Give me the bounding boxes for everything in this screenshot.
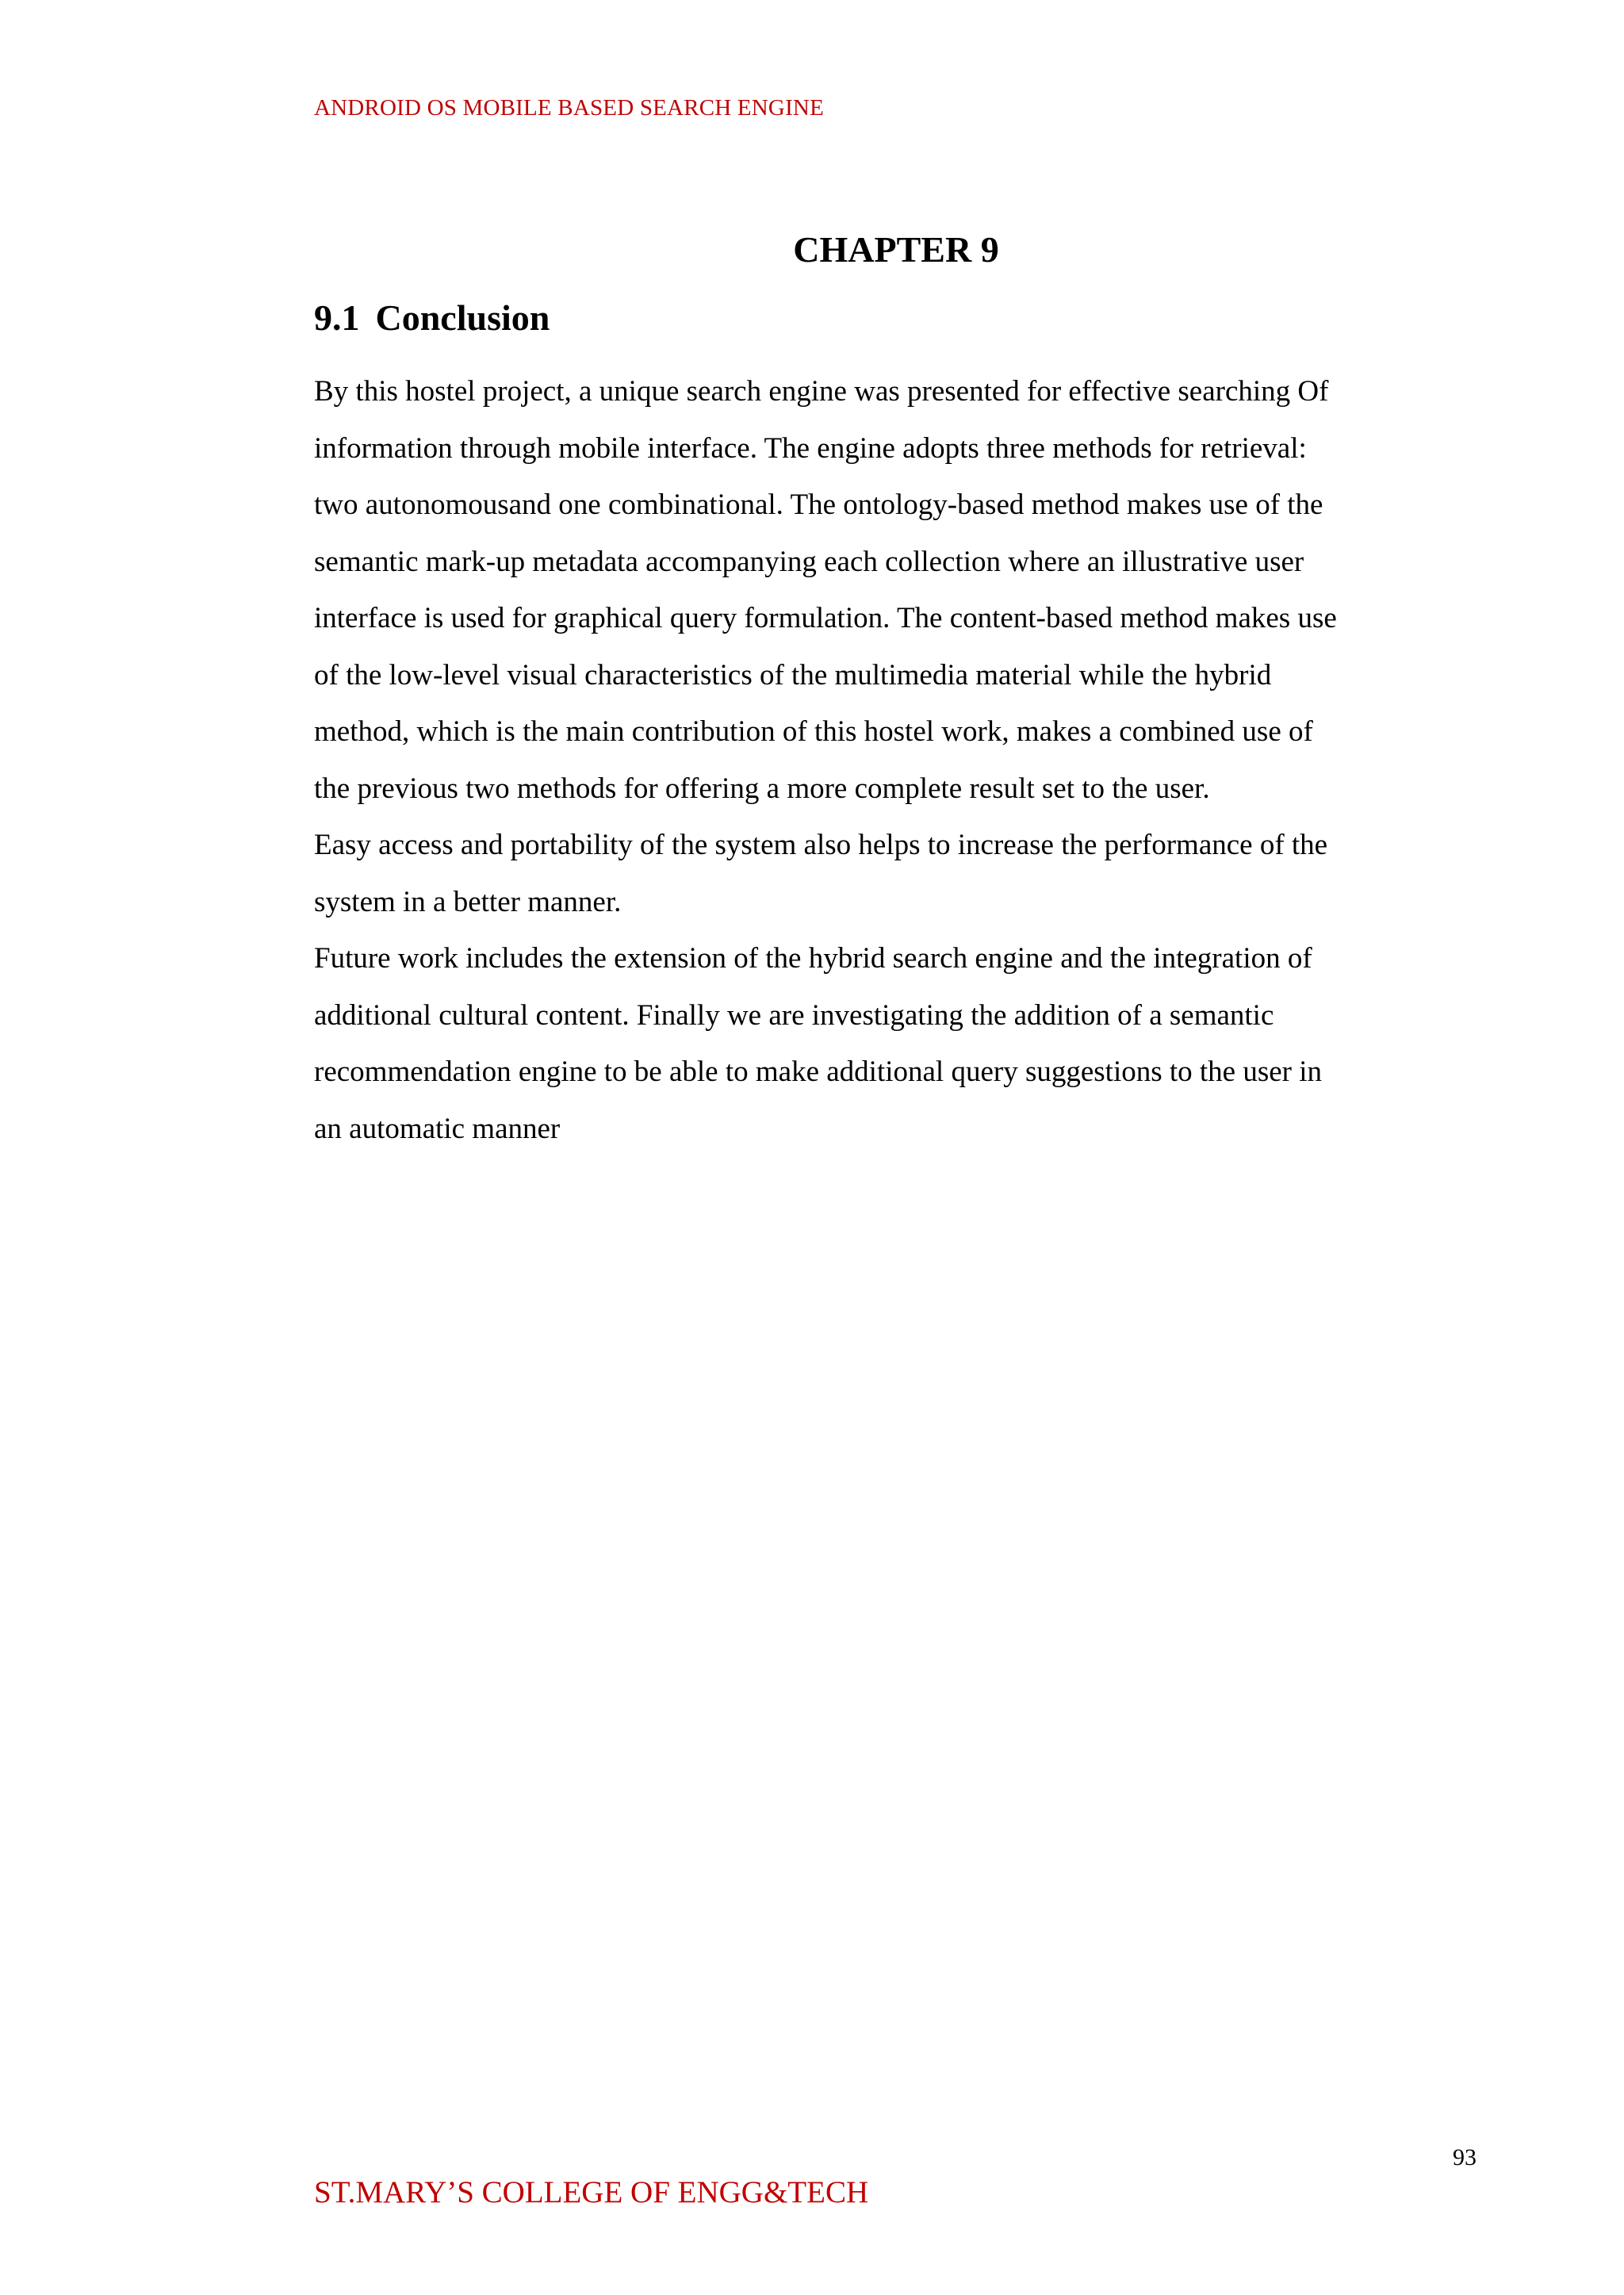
running-header: ANDROID OS MOBILE BASED SEARCH ENGINE bbox=[314, 95, 824, 121]
body-line: recommendation engine to be able to make additional query suggestions to the user in bbox=[314, 1056, 1323, 1088]
section-number: 9.1 bbox=[314, 297, 360, 338]
body-line: of the low-level visual characteristics of the multimedia material while the hybrid bbox=[314, 658, 1272, 692]
body-line: additional cultural content. Finally we are investigating the addition of a semantic bbox=[314, 998, 1274, 1032]
chapter-title: CHAPTER 9 bbox=[793, 229, 999, 270]
body-line: system in a better manner. bbox=[314, 885, 622, 918]
body-line: Easy access and portability of the system also helps to increase the performance of the bbox=[314, 829, 1328, 861]
body-line: By this hostel project, a unique search engine was presented for effective searching Of bbox=[314, 375, 1329, 408]
body-line: semantic mark-up metadata accompanying each collection where an illustrative user bbox=[314, 545, 1304, 578]
body-line: the previous two methods for offering a more complete result set to the user. bbox=[314, 772, 1210, 805]
body-line: information through mobile interface. The engine adopts three methods for retrieval: bbox=[314, 431, 1307, 465]
running-footer: ST.MARY’S COLLEGE OF ENGG&TECH bbox=[314, 2175, 869, 2209]
section-title: Conclusion bbox=[375, 297, 550, 338]
body-line: method, which is the main contribution of this hostel work, makes a combined use of bbox=[314, 715, 1313, 748]
body-line: interface is used for graphical query formulation. The content-based method makes use bbox=[314, 602, 1337, 634]
body-line: two autonomousand one combinational. The ontology-based method makes use of the bbox=[314, 489, 1323, 521]
body-line: an automatic manner bbox=[314, 1112, 561, 1145]
conclusion-body bbox=[314, 363, 1488, 1157]
page-number: 93 bbox=[1453, 2144, 1477, 2170]
section-heading bbox=[314, 297, 550, 339]
body-line: Future work includes the extension of the hybrid search engine and the integration of bbox=[314, 942, 1312, 975]
